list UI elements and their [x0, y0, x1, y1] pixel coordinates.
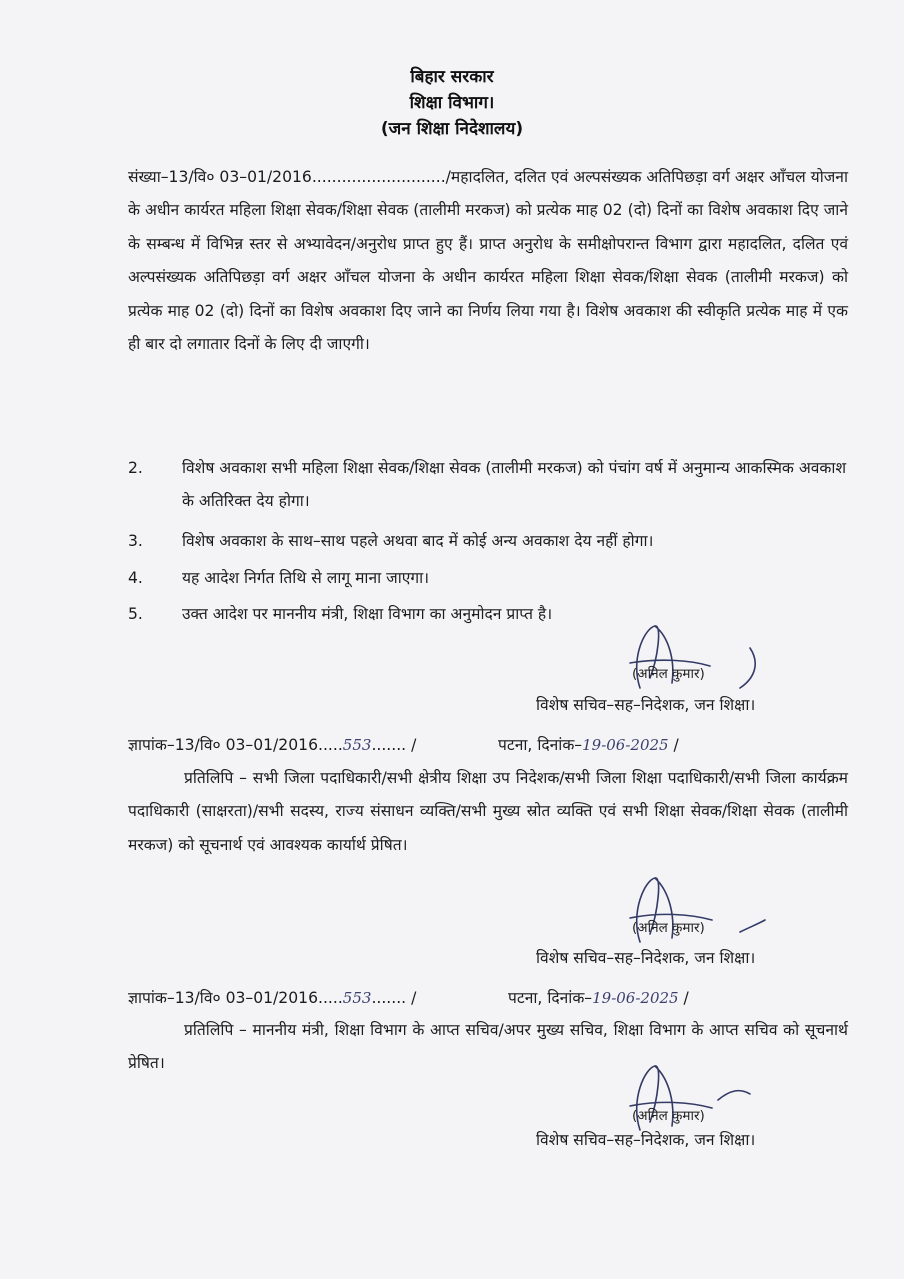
item-text: यह आदेश निर्गत तिथि से लागू माना जाएगा।	[182, 569, 430, 587]
memo-date-1: पटना, दिनांक–19-06-2025 /	[498, 736, 679, 754]
letterhead	[0, 64, 904, 142]
memo-date: 19-06-2025	[592, 989, 679, 1007]
signatory-name: (अनिल कुमार)	[632, 666, 705, 682]
item-text: उक्त आदेश पर माननीय मंत्री, शिक्षा विभाग का अनुमोदन प्राप्त है।	[182, 605, 553, 623]
item-text: विशेष अवकाश सभी महिला शिक्षा सेवक/शिक्षा सेवक (तालीमी मरकज) को पंचांग वर्ष में अनुमान्य आकस्मिक अवकाश के अतिरिक्त देय होगा।	[182, 459, 847, 510]
memo-date-2: पटना, दिनांक–19-06-2025 /	[508, 989, 689, 1007]
memo-reference-1: ज्ञापांक–13/वि० 03–01/2016.....553....... /	[128, 736, 417, 754]
signatory-name: (अनिल कुमार)	[632, 1108, 705, 1124]
directorate-name: (जन शिक्षा निदेशालय)	[380, 119, 524, 139]
signature-2	[600, 872, 790, 952]
memo-prefix: ज्ञापांक–13/वि० 03–01/2016	[128, 736, 318, 754]
memo-number: 553	[342, 736, 372, 754]
memo-reference-2: ज्ञापांक–13/वि० 03–01/2016.....553....... /	[128, 989, 417, 1007]
memo-prefix: ज्ञापांक–13/वि० 03–01/2016	[128, 989, 318, 1007]
signatory-name: (अनिल कुमार)	[632, 920, 705, 936]
signatory-designation-2: विशेष सचिव–सह–निदेशक, जन शिक्षा।	[536, 949, 756, 967]
memo-date: 19-06-2025	[582, 736, 669, 754]
item-number: 4.	[128, 569, 143, 587]
item-number: 2.	[128, 459, 143, 477]
memo-number: 553	[342, 989, 372, 1007]
place-label: पटना, दिनांक–	[498, 736, 583, 754]
department-name: शिक्षा विभाग।	[409, 93, 495, 113]
signatory-designation-3: विशेष सचिव–सह–निदेशक, जन शिक्षा।	[536, 1131, 756, 1149]
signatory-designation-1: विशेष सचिव–सह–निदेशक, जन शिक्षा।	[536, 696, 756, 714]
signature-1	[600, 618, 790, 698]
item-text: विशेष अवकाश के साथ–साथ पहले अथवा बाद में कोई अन्य अवकाश देय नहीं होगा।	[182, 532, 654, 550]
copy-paragraph-1: प्रतिलिपि – सभी जिला पदाधिकारी/सभी क्षेत्रीय शिक्षा उप निदेशक/सभी जिला शिक्षा पदाधिकारी/सभी जिला कार्यक्रम पदाधिकारी (साक्षरता)/सभी सदस्य, राज्य संसाधन व्यक्ति/सभी मुख्य स्रोत व्यक्ति एवं सभी शिक्षा सेवक/शिक्षा सेवक (तालीमी मरकज) को सूचनार्थ एवं आवश्यक कार्यार्थ प्रेषित।	[128, 769, 848, 854]
government-name: बिहार सरकार	[410, 67, 494, 87]
item-number: 5.	[128, 605, 143, 623]
place-label: पटना, दिनांक–	[508, 989, 593, 1007]
order-paragraph-1: संख्या–13/वि० 03–01/2016.........................../महादलित, दलित एवं अल्पसंख्यक अतिपिछड़ा वर्ग अक्षर आँचल योजना के अधीन कार्यरत महिला शिक्षा सेवक/शिक्षा सेवक (तालीमी मरकज) को प्रत्येक माह 02 (दो) दिनों का विशेष अवकाश दिए जाने के सम्बन्ध में विभिन्न स्तर से अभ्यावेदन/अनुरोध प्राप्त हुए हैं। प्राप्त अनुरोध के समीक्षोपरान्त विभाग द्वारा महादलित, दलित एवं अल्पसंख्यक अतिपिछड़ा वर्ग अक्षर आँचल योजना के अधीन कार्यरत महिला शिक्षा सेवक/शिक्षा सेवक (तालीमी मरकज) को प्रत्येक माह 02 (दो) दिनों का विशेष अवकाश दिए जाने का निर्णय लिया गया है। विशेष अवकाश की स्वीकृति प्रत्येक माह में एक ही बार दो लगातार दिनों के लिए दी जाएगी।	[128, 168, 848, 354]
item-number: 3.	[128, 532, 143, 550]
copy-paragraph-2: प्रतिलिपि – माननीय मंत्री, शिक्षा विभाग के आप्त सचिव/अपर मुख्य सचिव, शिक्षा विभाग के आप्त सचिव को सूचनार्थ प्रेषित।	[128, 1021, 848, 1073]
